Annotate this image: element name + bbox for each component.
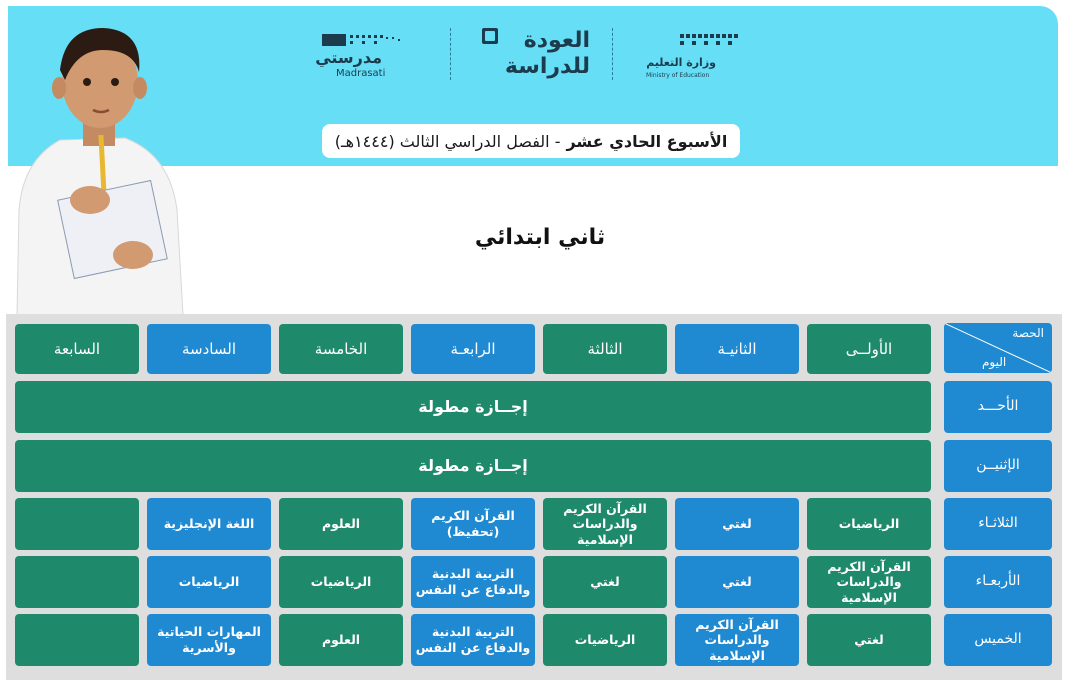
book-icon bbox=[480, 26, 500, 46]
subject-cell: لغتي bbox=[807, 614, 931, 666]
madrasati-name-ar: مدرستي bbox=[315, 48, 382, 67]
return-title-line1: العودة bbox=[523, 28, 590, 53]
period-header: السابعة bbox=[15, 324, 139, 374]
period-header: السادسة bbox=[147, 324, 271, 374]
week-number: الأسبوع الحادي عشر bbox=[566, 131, 728, 151]
ministry-name-ar: وزارة التعليم bbox=[646, 56, 716, 69]
grade-title: ثاني ابتدائي bbox=[474, 225, 606, 250]
holiday-cell: إجــازة مطولة bbox=[15, 440, 931, 492]
day-label: الإثنيــن bbox=[944, 440, 1052, 492]
period-header: الثانيـة bbox=[675, 324, 799, 374]
subject-cell: القرآن الكريم والدراسات الإسلامية bbox=[807, 556, 931, 608]
return-title-line2: للدراسة bbox=[504, 54, 590, 79]
subject-cell: العلوم bbox=[279, 614, 403, 666]
corner-day-label: اليوم bbox=[982, 355, 1007, 369]
ministry-logo bbox=[640, 28, 750, 84]
day-label: الثلاثـاء bbox=[944, 498, 1052, 550]
subject-cell: العلوم bbox=[279, 498, 403, 550]
table-corner-header bbox=[944, 323, 1052, 373]
subject-cell: الرياضيات bbox=[807, 498, 931, 550]
subject-cell: القرآن الكريم (تحفيظ) bbox=[411, 498, 535, 550]
ministry-name-en: Ministry of Education bbox=[646, 72, 710, 79]
madrasati-logo bbox=[315, 32, 430, 82]
student-illustration bbox=[5, 10, 190, 315]
subject-cell: التربية البدنية والدفاع عن النفس bbox=[411, 614, 535, 666]
subject-cell bbox=[15, 614, 139, 666]
subject-cell: لغتي bbox=[675, 556, 799, 608]
madrasati-name-en: Madrasati bbox=[336, 68, 386, 79]
header-divider bbox=[612, 28, 613, 80]
header-divider bbox=[450, 28, 451, 80]
subject-cell: القرآن الكريم والدراسات الإسلامية bbox=[675, 614, 799, 666]
subject-cell: الرياضيات bbox=[543, 614, 667, 666]
period-header: الخامسة bbox=[279, 324, 403, 374]
subject-cell bbox=[15, 498, 139, 550]
day-label: الأربعـاء bbox=[944, 556, 1052, 608]
subject-cell: الرياضيات bbox=[147, 556, 271, 608]
back-to-school-logo bbox=[470, 24, 592, 84]
period-header: الثالثة bbox=[543, 324, 667, 374]
subject-cell: لغتي bbox=[675, 498, 799, 550]
day-label: الخميس bbox=[944, 614, 1052, 666]
subject-cell: لغتي bbox=[543, 556, 667, 608]
period-header: الأولــى bbox=[807, 324, 931, 374]
subject-cell bbox=[15, 556, 139, 608]
subject-cell: التربية البدنية والدفاع عن النفس bbox=[411, 556, 535, 608]
subject-cell: الرياضيات bbox=[279, 556, 403, 608]
period-header: الرابعـة bbox=[411, 324, 535, 374]
week-label bbox=[322, 124, 740, 158]
semester-label: - الفصل الدراسي الثالث (١٤٤٤هـ) bbox=[334, 131, 561, 151]
holiday-cell: إجــازة مطولة bbox=[15, 381, 931, 433]
subject-cell: اللغة الإنجليزية bbox=[147, 498, 271, 550]
day-label: الأحـــد bbox=[944, 381, 1052, 433]
subject-cell: القرآن الكريم والدراسات الإسلامية bbox=[543, 498, 667, 550]
corner-period-label: الحصة bbox=[1012, 326, 1044, 340]
subject-cell: المهارات الحياتية والأسرية bbox=[147, 614, 271, 666]
